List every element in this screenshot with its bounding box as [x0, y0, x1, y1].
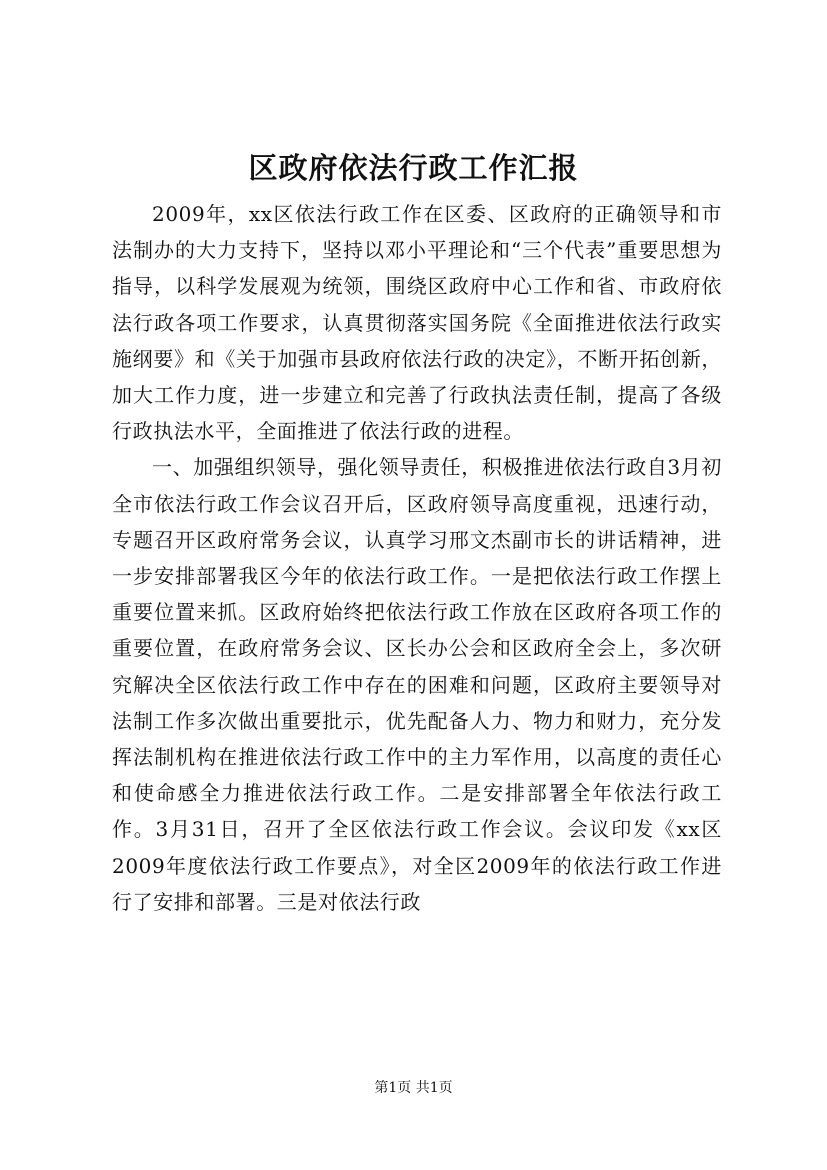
paragraph-section-one: 一、加强组织领导，强化领导责任，积极推进依法行政自3月初全市依法行政工作会议召开后，区政府领导高度重视，迅速行动，专题召开区政府常务会议，认真学习邢文杰副市长的讲话精神，进一步安排部署我区今年的依法行政工作。一是把依法行政工作摆上重要位置来抓。区政府始终把依法行政工作放在区政府各项工作的重要位置，在政府常务会议、区长办公会和区政府全会上，多次研究解决全区依法行政工作中存在的困难和问题，区政府主要领导对法制工作多次做出重要批示，优先配备人力、物力和财力，充分发挥法制机构在推进依法行政工作中的主力军作用，以高度的责任心和使命感全力推进依法行政工作。二是安排部署全年依法行政工作。3月31日，召开了全区依法行政工作会议。会议印发《xx区2009年度依法行政工作要点》，对全区2009年的依法行政工作进行了安排和部署。三是对依法行政 — [112, 455, 722, 914]
document-title: 区政府依法行政工作汇报 — [248, 151, 579, 185]
paragraph-intro: 2009年，xx区依法行政工作在区委、区政府的正确领导和市法制办的大力支持下，坚持以邓小平理论和“三个代表”重要思想为指导，以科学发展观为统领，围绕区政府中心工作和省、市政府依法行政各项工作要求，认真贯彻落实国务院《全面推进依法行政实施纲要》和《关于加强市县政府依法行政的决定》，不断开拓创新，加大工作力度，进一步建立和完善了行政执法责任制，提高了各级行政执法水平，全面推进了依法行政的进程。 — [112, 202, 722, 444]
document-body — [112, 196, 722, 920]
page-footer: 第1页 共1页 — [374, 1080, 453, 1096]
